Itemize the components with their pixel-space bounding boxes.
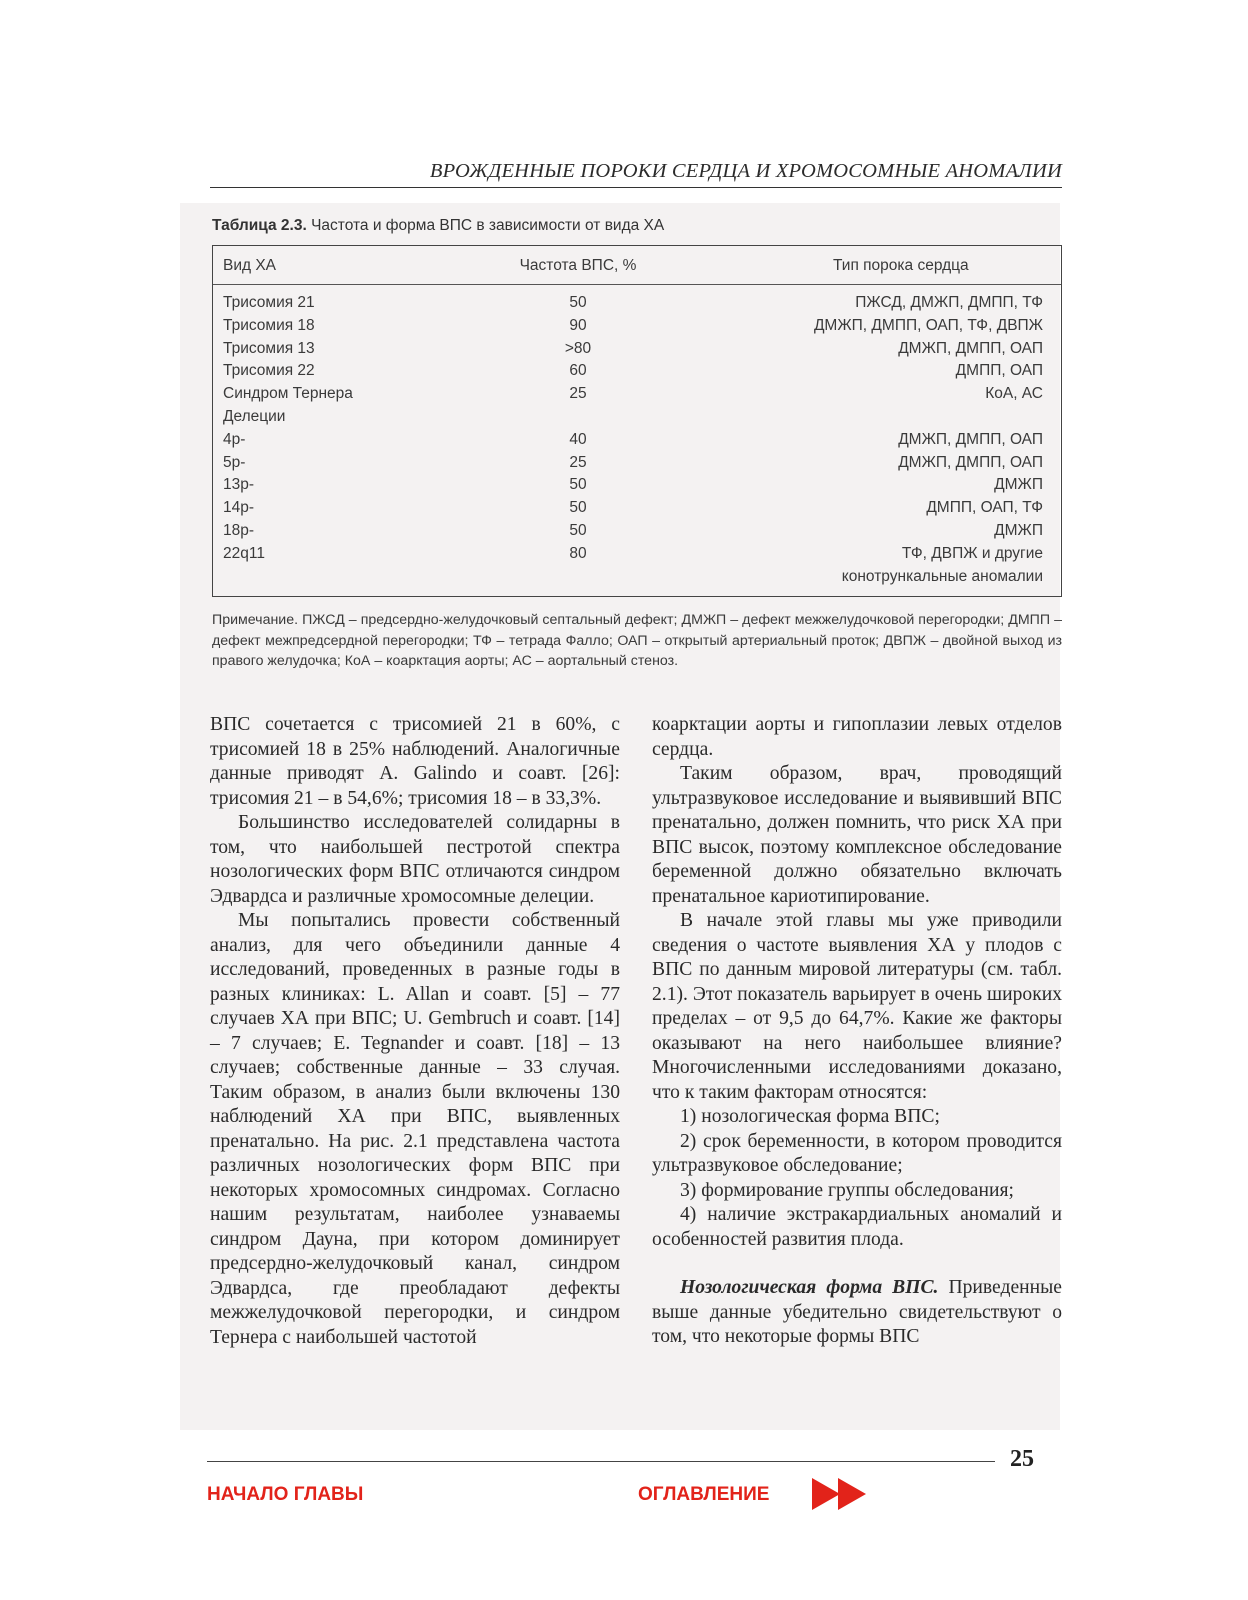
table-cell: 60 [569, 362, 587, 380]
table-row [213, 522, 1061, 545]
paragraph: Большинство исследователей солидарны в том, что наибольшей пестротой спектра нозологических форм ВПС отличаются синдром Эдвардса и различные хромосомные делеции. [210, 812, 620, 907]
list-item: 1) нозологическая форма ВПС; [680, 1106, 940, 1127]
data-table [212, 245, 1062, 597]
table-cell: Синдром Тернера [223, 385, 353, 403]
paragraph: В начале этой главы мы уже приводили сведения о частоте выявления ХА у плодов с ВПС по данным мировой литературы (см. табл. 2.1). Этот показатель варьирует в очень широких пределах – от 9,5 до 64,7%. Какие же факторы оказывают на него наибольшее влияние? Многочисленными исследованиями доказано, что к таким факторам относятся: [652, 910, 1062, 1103]
section-text: Приведенные выше данные убедительно свидетельствуют о том, что некоторые формы ВПС [652, 1277, 1062, 1347]
table-cell: ДМЖП [994, 476, 1043, 494]
table-caption-label: Таблица 2.3. [212, 217, 307, 234]
running-head: ВРОЖДЕННЫЕ ПОРОКИ СЕРДЦА И ХРОМОСОМНЫЕ АНОМАЛИИ [429, 160, 1062, 182]
table-cell: Трисомия 18 [223, 316, 315, 334]
table-cell: ДМПП, ОАП [955, 362, 1043, 380]
table-cell: ДМЖП, ДМПП, ОАП [898, 430, 1043, 448]
paragraph: коарктации аорты и гипоплазии левых отделов сердца. [652, 714, 1062, 760]
table-cell: КоА, АС [985, 385, 1043, 403]
paragraph: Мы попытались провести собственный анализ, для чего объединили данные 4 исследований, проведенных в разные годы в разных клиниках: L. Allan и соавт. [5] – 77 случаев ХА при ВПС; U. Gembruch и соавт. [14] – 7 случаев; E. Tegnander и соавт. [18] – 13 случаев; собственные данные – 33 случая. Таким образом, в анализ были включены 130 наблюдений ХА при ВПС, выявленных пренатально. На рис. 2.1 представлена частота различных нозологических форм ВПС при некоторых хромосомных синдромах. Согласно нашим результатам, наиболее узнаваемы синдром Дауна, при котором доминирует предсердно-желудочковый канал, синдром Эдвардса, где преобладают дефекты межжелудочковой перегородки, и синдром Тернера с наибольшей частотой [210, 910, 620, 1348]
paragraph: ВПС сочетается с трисомией 21 в 60%, с трисомией 18 в 25% наблюдений. Аналогичные данные приводят A. Galindo и соавт. [26]: трисомия 21 – в 54,6%; трисомия 18 – в 33,3%. [210, 714, 620, 809]
list-item: 2) срок беременности, в котором проводится ультразвуковое обследование; [652, 1130, 1062, 1176]
footer-rule [207, 1461, 995, 1462]
table-row [213, 545, 1061, 568]
table-cell: конотрункальные аномалии [841, 567, 1043, 585]
table-cell: Делеции [223, 407, 286, 425]
table-cell: 50 [569, 294, 587, 311]
table-row [213, 454, 1061, 477]
table-row [213, 385, 1061, 408]
table-cell: 50 [569, 476, 587, 494]
table-cell: ДМЖП [994, 521, 1043, 539]
table-cell: ДМЖП, ДМПП, ОАП [898, 339, 1043, 357]
table-cell: 18р- [223, 521, 255, 539]
table-cell: 50 [569, 521, 587, 539]
section-paragraph [652, 1276, 1062, 1350]
table-cell: 14р- [223, 499, 255, 517]
double-arrow-right-icon[interactable] [812, 1476, 872, 1512]
table-caption-text: Частота и форма ВПС в зависимости от вида ХА [306, 217, 665, 234]
table-cell: ПЖСД, ДМЖП, ДМПП, ТФ [855, 294, 1043, 311]
table-row [213, 340, 1061, 363]
table-cell: Трисомия 21 [223, 294, 315, 311]
paragraph: Таким образом, врач, проводящий ультразвуковое исследование и выявивший ВПС пренатально, должен помнить, что риск ХА при ВПС высок, поэтому комплексное обследование беременной должно обязательно включать пренатальное кариотипирование. [652, 763, 1062, 907]
header-rule [210, 187, 1062, 188]
table-cell: ДМЖП, ДМПП, ОАП, ТФ, ДВПЖ [813, 316, 1043, 334]
table-cell: 13р- [223, 476, 255, 494]
table-body [213, 294, 1061, 590]
text-column-left [210, 713, 620, 1350]
table-header-cell: Частота ВПС, % [519, 257, 637, 274]
table-row [213, 476, 1061, 499]
table-caption [212, 217, 664, 235]
table-cell: 80 [569, 544, 587, 562]
table-row [213, 317, 1061, 340]
chapter-start-link[interactable]: НАЧАЛО ГЛАВЫ [207, 1484, 364, 1505]
table-cell: ДМЖП, ДМПП, ОАП [898, 453, 1043, 471]
list-item: 3) формирование группы обследования; [680, 1179, 1014, 1201]
table-cell: ДМПП, ОАП, ТФ [926, 499, 1043, 517]
section-title: Нозологическая форма ВПС. [680, 1277, 939, 1298]
table-header [213, 246, 1061, 285]
table-row [213, 499, 1061, 522]
table-cell: 50 [569, 499, 587, 517]
table-header-cell: Тип порока сердца [833, 257, 969, 274]
table-row [213, 294, 1061, 317]
table-cell: >80 [564, 339, 592, 357]
table-row [213, 568, 1061, 591]
table-cell: 22q11 [223, 544, 265, 562]
page-number: 25 [1010, 1446, 1034, 1472]
table-of-contents-link[interactable]: ОГЛАВЛЕНИЕ [638, 1484, 770, 1505]
table-cell: Трисомия 22 [223, 362, 315, 380]
table-cell: 25 [569, 385, 587, 403]
table-cell: 4р- [223, 430, 246, 448]
table-cell: 90 [569, 316, 587, 334]
table-row [213, 431, 1061, 454]
table-header-cell: Вид ХА [223, 257, 277, 274]
list-item: 4) наличие экстракардиальных аномалий и особенностей развития плода. [652, 1204, 1062, 1250]
table-row [213, 362, 1061, 385]
table-cell: 25 [569, 453, 587, 471]
table-cell: Трисомия 13 [223, 339, 315, 357]
table-cell: ТФ, ДВПЖ и другие [901, 544, 1043, 562]
text-column-right [652, 713, 1062, 1350]
table-note: Примечание. ПЖСД – предсердно-желудочковый септальный дефект; ДМЖП – дефект межжелудочковой перегородки; ДМПП – дефект межпредсердной перегородки; ТФ – тетрада Фалло; ОАП – открытый артериальный проток; ДВПЖ – двойной выход из правого желудочка; КоА – коарктация аорты; АС – аортальный стеноз. [212, 612, 1062, 669]
table-cell: 5р- [223, 453, 246, 471]
table-cell: 40 [569, 430, 587, 448]
table-row [213, 408, 1061, 431]
